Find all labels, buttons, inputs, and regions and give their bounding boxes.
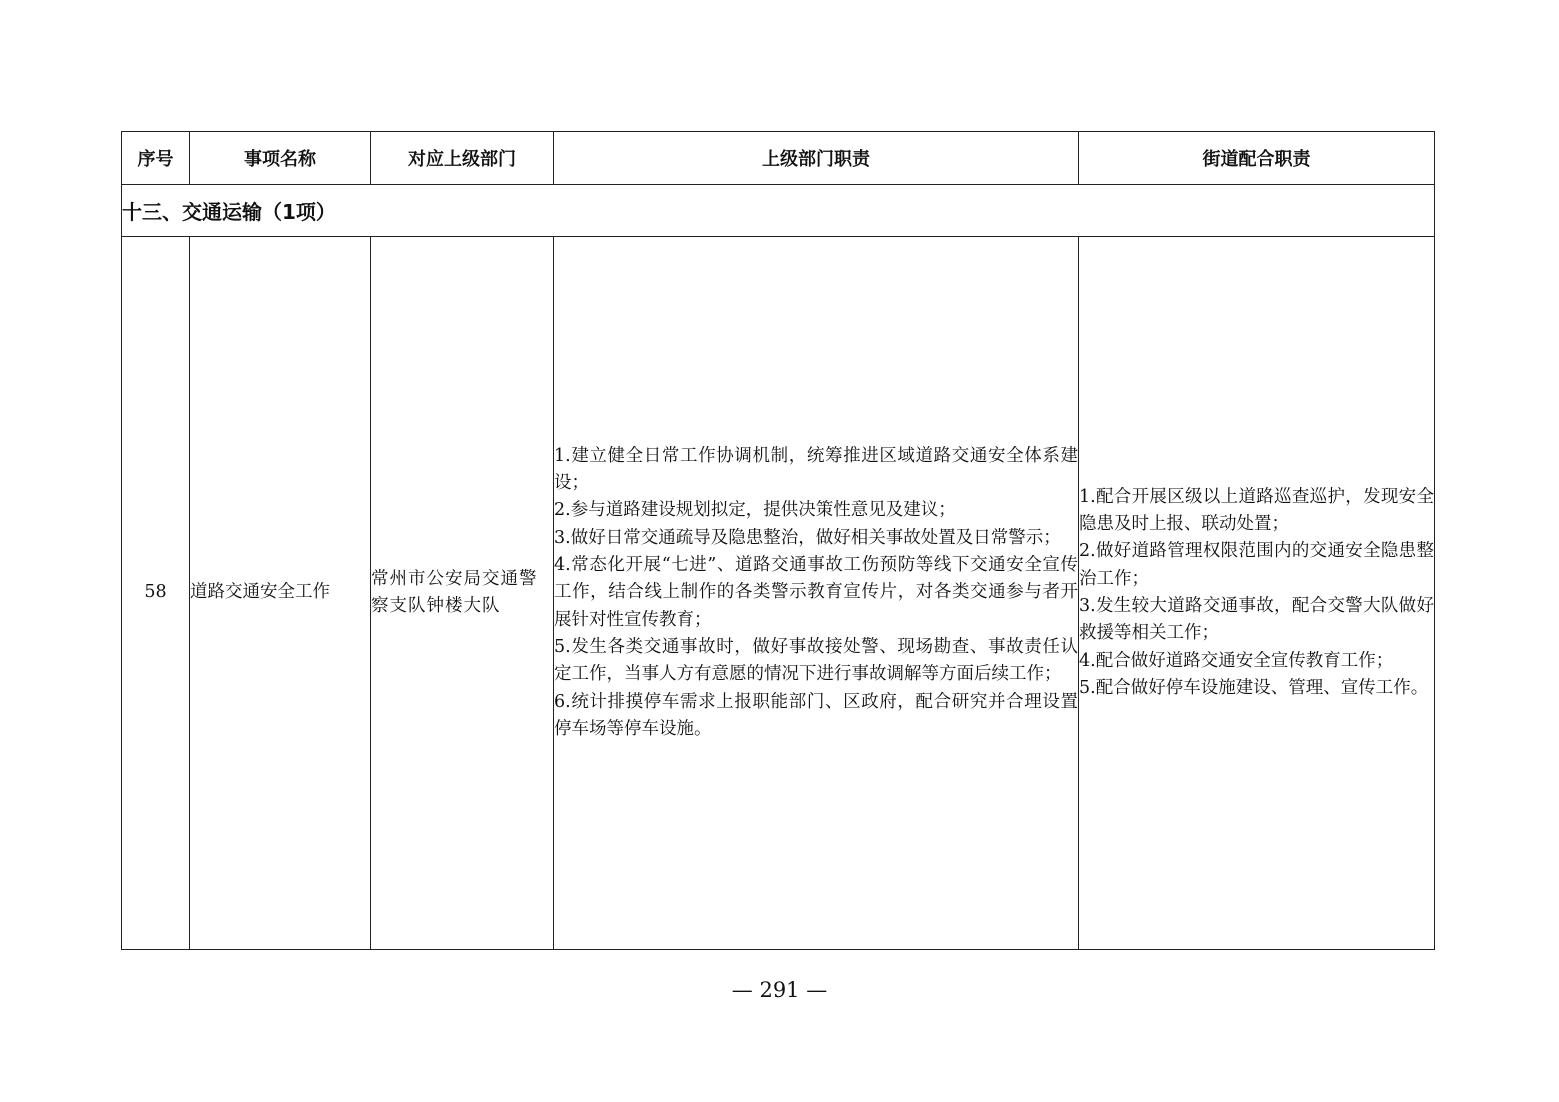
street-duty-item: 1.配合开展区级以上道路巡查巡护，发现安全隐患及时上报、联动处置； <box>1079 486 1434 535</box>
header-item-name: 事项名称 <box>190 132 371 185</box>
upper-duty-item: 4.常态化开展“七进”、道路交通事故工伤预防等线下交通安全宣传工作，结合线上制作的各类警示教育宣传片，对各类交通参与者开展针对性宣传教育； <box>554 555 1078 630</box>
row-department: 常州市公安局交通警察支队钟楼大队 <box>371 237 554 950</box>
street-duty-item: 4.配合做好道路交通安全宣传教育工作； <box>1079 650 1394 671</box>
row-item-name: 道路交通安全工作 <box>190 237 371 950</box>
table-row <box>122 237 1435 950</box>
row-number: 58 <box>122 237 190 950</box>
duties-table <box>121 131 1435 950</box>
section-row <box>122 185 1435 237</box>
upper-duty-item: 1.建立健全日常工作协调机制，统筹推进区域道路交通安全体系建设； <box>554 445 1078 494</box>
upper-duty-item: 6.统计排摸停车需求上报职能部门、区政府，配合研究并合理设置停车场等停车设施。 <box>554 691 1078 739</box>
header-upper-duties: 上级部门职责 <box>554 132 1079 185</box>
header-street-duties: 街道配合职责 <box>1079 132 1435 185</box>
upper-duty-item: 3.做好日常交通疏导及隐患整治，做好相关事故处置及日常警示； <box>554 527 1061 548</box>
row-street-duties <box>1079 237 1435 950</box>
street-duty-item: 5.配合做好停车设施建设、管理、宣传工作。 <box>1079 677 1429 698</box>
page-number: — 291 — <box>731 978 828 1002</box>
street-duty-item: 2.做好道路管理权限范围内的交通安全隐患整治工作； <box>1079 541 1434 589</box>
upper-duty-item: 2.参与道路建设规划拟定，提供决策性意见及建议； <box>554 500 956 521</box>
header-row <box>122 132 1435 185</box>
row-upper-duties <box>554 237 1079 950</box>
header-number: 序号 <box>122 132 190 185</box>
header-upper-department: 对应上级部门 <box>371 132 554 185</box>
upper-duty-item: 5.发生各类交通事故时，做好事故接处警、现场勘查、事故责任认定工作，当事人方有意愿的情况下进行事故调解等方面后续工作； <box>554 636 1078 685</box>
section-title: 十三、交通运输（1项） <box>122 185 1435 237</box>
street-duty-item: 3.发生较大道路交通事故，配合交警大队做好救援等相关工作； <box>1079 596 1434 644</box>
